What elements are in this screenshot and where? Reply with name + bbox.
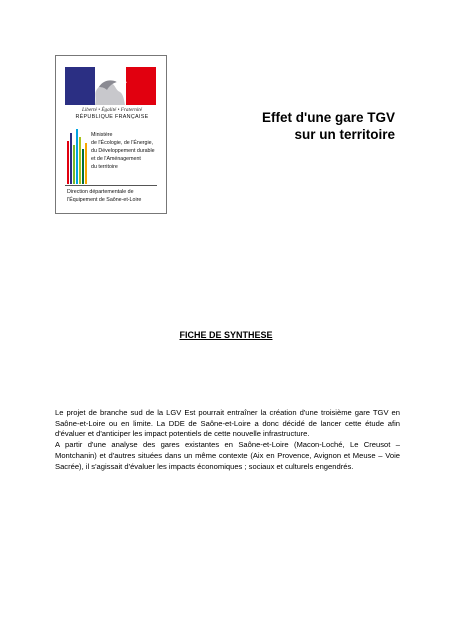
title-line: Effet d'une gare TGV — [262, 110, 395, 125]
ministry-logo-block — [55, 55, 167, 214]
paragraph: Le projet de branche sud de la LGV Est pourrait entraîner la création d'une troisième gare TGV en Saône-et-Loire ou en limite. La DDE de Saône-et-Loire a donc décidé de lancer cette étude afin d'évaluer et d'anticiper les impact potentiels de cette nouvelle infrastructure. — [55, 408, 400, 439]
logo-divider — [65, 185, 157, 186]
motto-text: Liberté • Égalité • Fraternité — [81, 107, 143, 113]
direction-line: Direction départementale de — [67, 189, 134, 195]
document-subtitle: FICHE DE SYNTHESE — [179, 330, 273, 340]
paragraph: A partir d'une analyse des gares existantes en Saône-et-Loire (Macon-Loché, Le Creusot – Montchanin) et d'autres situées dans un même contexte (Aix en Provence, Avignon et Meuse – Voie Sacrée), il s'agissait d'évaluer les impacts économiques ; sociaux et culturels engendrés. — [55, 440, 400, 471]
summary-body — [55, 408, 400, 472]
ministry-name — [91, 131, 155, 171]
ministry-line: du Développement durable — [91, 148, 155, 154]
ministry-stripes-icon — [66, 127, 88, 184]
ministry-line: de l'Écologie, de l'Énergie, — [91, 140, 154, 146]
ministry-line: du territoire — [91, 164, 118, 170]
marianne-logo-icon — [65, 67, 156, 105]
republic-text: RÉPUBLIQUE FRANÇAISE — [75, 114, 149, 120]
ministry-line: Ministère — [91, 132, 113, 138]
direction-name — [67, 188, 141, 204]
title-line: sur un territoire — [294, 127, 395, 142]
document-title — [205, 109, 395, 143]
ministry-line: et de l'Aménagement — [91, 156, 141, 162]
direction-line: l'Équipement de Saône-et-Loire — [67, 197, 142, 203]
